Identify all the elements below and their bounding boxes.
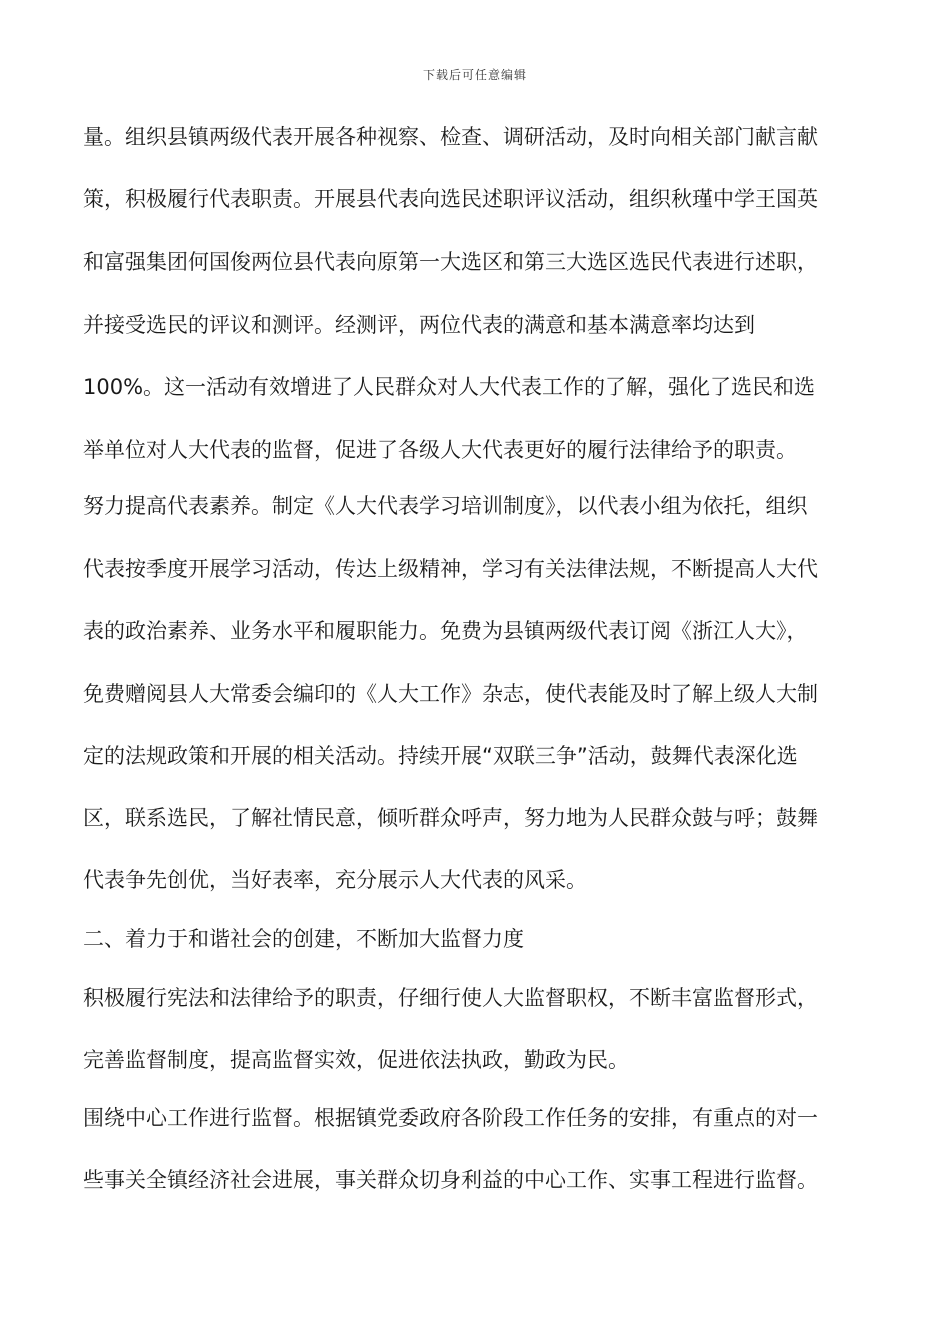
body-line: 些事关全镇经济社会进展，事关群众切身利益的中心工作、实事工程进行监督。 — [83, 1168, 818, 1192]
body-line: 区，联系选民，了解社情民意，倾听群众呼声，努力地为人民群众鼓与呼；鼓舞 — [83, 806, 818, 830]
body-line: 积极履行宪法和法律给予的职责，仔细行使人大监督职权，不断丰富监督形式， — [83, 986, 818, 1010]
body-line: 免费赠阅县人大常委会编印的《人大工作》杂志，使代表能及时了解上级人大制 — [83, 682, 818, 706]
body-line: 100%。这一活动有效增进了人民群众对人大代表工作的了解，强化了选民和选 — [83, 375, 816, 399]
section-heading: 二、着力于和谐社会的创建，不断加大监督力度 — [83, 927, 524, 951]
body-line: 代表按季度开展学习活动，传达上级精神，学习有关法律法规，不断提高人大代 — [83, 557, 818, 581]
body-line: 代表争先创优，当好表率，充分展示人大代表的风采。 — [83, 868, 587, 892]
body-line: 定的法规政策和开展的相关活动。持续开展“双联三争”活动，鼓舞代表深化选 — [83, 744, 798, 768]
body-line: 量。组织县镇两级代表开展各种视察、检查、调研活动，及时向相关部门献言献 — [83, 125, 818, 149]
body-line: 完善监督制度，提高监督实效，促进依法执政，勤政为民。 — [83, 1048, 629, 1072]
body-line: 围绕中心工作进行监督。根据镇党委政府各阶段工作任务的安排，有重点的对一 — [83, 1106, 818, 1130]
body-line: 并接受选民的评议和测评。经测评，两位代表的满意和基本满意率均达到 — [83, 313, 755, 337]
body-line: 表的政治素养、业务水平和履职能力。免费为县镇两级代表订阅《浙江人大》， — [83, 619, 808, 643]
body-line: 策，积极履行代表职责。开展县代表向选民述职评议活动，组织秋瑾中学王国英 — [83, 187, 818, 211]
body-line: 努力提高代表素养。制定《人大代表学习培训制度》，以代表小组为依托，组织 — [83, 494, 808, 518]
page-header: 下载后可任意编辑 — [422, 68, 527, 82]
body-line: 举单位对人大代表的监督，促进了各级人大代表更好的履行法律给予的职责。 — [83, 438, 797, 462]
body-line: 和富强集团何国俊两位县代表向原第一大选区和第三大选区选民代表进行述职， — [83, 250, 818, 274]
